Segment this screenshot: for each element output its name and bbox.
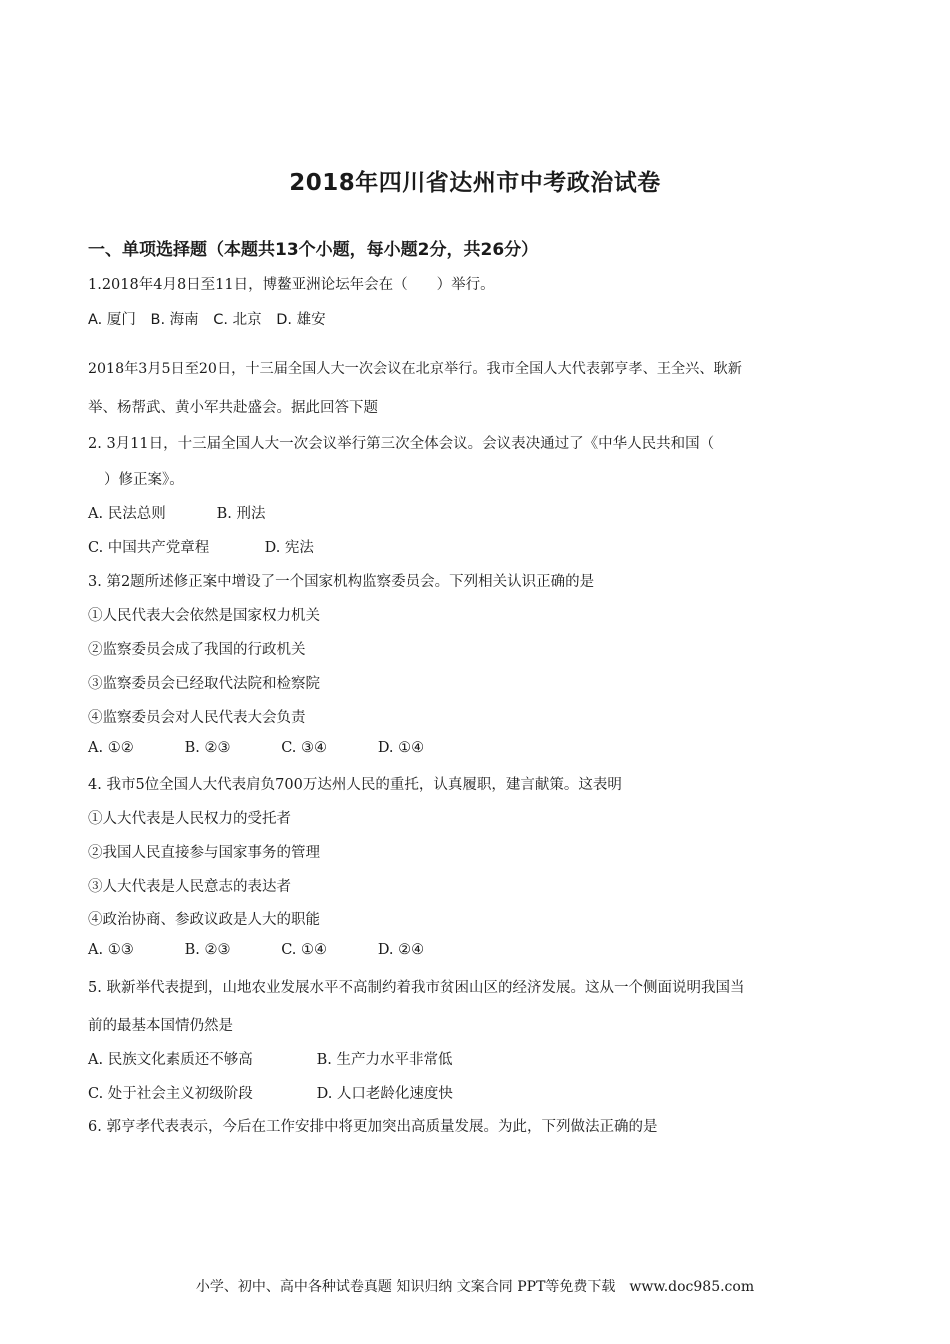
question-2-stem-continued: ）修正案》。: [104, 472, 184, 488]
question-6-stem: 6. 郭亨孝代表表示，今后在工作安排中将更加突出高质量发展。为此，下列做法正确的是: [88, 1119, 658, 1135]
question-2-stem: 2. 3月11日，十三届全国人大一次会议举行第三次全体会议。会议表决通过了《中华人民共和国（: [88, 436, 715, 452]
q3-item-2: ②监察委员会成了我国的行政机关: [88, 642, 306, 658]
material-line-2: 举、杨帮武、黄小军共赴盛会。据此回答下题: [88, 400, 378, 416]
question-3-stem: 3. 第2题所述修正案中增设了一个国家机构监察委员会。下列相关认识正确的是: [88, 574, 595, 590]
question-1-stem: 1.2018年4月8日至11日，博鳌亚洲论坛年会在（ ）举行。: [88, 277, 495, 293]
section-heading: 一、单项选择题（本题共13个小题，每小题2分，共26分）: [88, 240, 539, 260]
q4-item-2: ②我国人民直接参与国家事务的管理: [88, 845, 320, 861]
q1-option-a: A. 厦门: [88, 312, 136, 328]
question-2-options-row-2: [88, 536, 314, 557]
q4-option-d: D. ②④: [377, 942, 425, 958]
q5-option-c: C. 处于社会主义初级阶段: [88, 1086, 253, 1102]
q5-option-b: B. 生产力水平非常低: [316, 1052, 453, 1068]
q4-item-3: ③人大代表是人民意志的表达者: [88, 879, 291, 895]
q3-item-4: ④监察委员会对人民代表大会负责: [88, 710, 306, 726]
question-2-options-row-1: [88, 502, 265, 523]
question-5-stem-continued: 前的最基本国情仍然是: [88, 1018, 233, 1034]
q4-option-a: A. ①③: [88, 942, 134, 958]
q1-option-d: D. 雄安: [276, 312, 326, 328]
material-line-1: 2018年3月5日至20日，十三届全国人大一次会议在北京举行。我市全国人大代表郭亨孝、王全兴、耿新: [88, 361, 742, 377]
q5-option-a: A. 民族文化素质还不够高: [88, 1052, 253, 1068]
q3-option-b: B. ②③: [184, 740, 231, 756]
q4-item-1: ①人大代表是人民权力的受托者: [88, 811, 291, 827]
q4-option-c: C. ①④: [281, 942, 328, 958]
page-title: 2018年四川省达州市中考政治试卷: [289, 170, 661, 196]
question-4-stem: 4. 我市5位全国人大代表肩负700万达州人民的重托，认真履职，建言献策。这表明: [88, 777, 622, 793]
q3-option-c: C. ③④: [281, 740, 328, 756]
q3-item-1: ①人民代表大会依然是国家权力机关: [88, 608, 320, 624]
q1-option-b: B. 海南: [150, 312, 199, 328]
q3-option-d: D. ①④: [377, 740, 425, 756]
q2-option-a: A. 民法总则: [88, 506, 166, 522]
page-footer: 小学、初中、高中各种试卷真题 知识归纳 文案合同 PPT等免费下载 www.doc985.com: [195, 1279, 755, 1295]
q2-option-b: B. 刑法: [216, 506, 266, 522]
question-5-stem: 5. 耿新举代表提到，山地农业发展水平不高制约着我市贫困山区的经济发展。这从一个侧面说明我国当: [88, 980, 745, 996]
q4-option-b: B. ②③: [184, 942, 231, 958]
q2-option-d: D. 宪法: [264, 540, 314, 556]
question-1-options: [88, 308, 326, 329]
q1-option-c: C. 北京: [213, 312, 262, 328]
question-3-options: [88, 740, 424, 756]
question-4-options: [88, 942, 424, 958]
q5-option-d: D. 人口老龄化速度快: [316, 1086, 453, 1102]
q2-option-c: C. 中国共产党章程: [88, 540, 210, 556]
question-5-options-row-1: [88, 1048, 452, 1069]
q4-item-4: ④政治协商、参政议政是人大的职能: [88, 912, 320, 928]
question-5-options-row-2: [88, 1082, 453, 1103]
q3-item-3: ③监察委员会已经取代法院和检察院: [88, 676, 320, 692]
q3-option-a: A. ①②: [88, 740, 134, 756]
